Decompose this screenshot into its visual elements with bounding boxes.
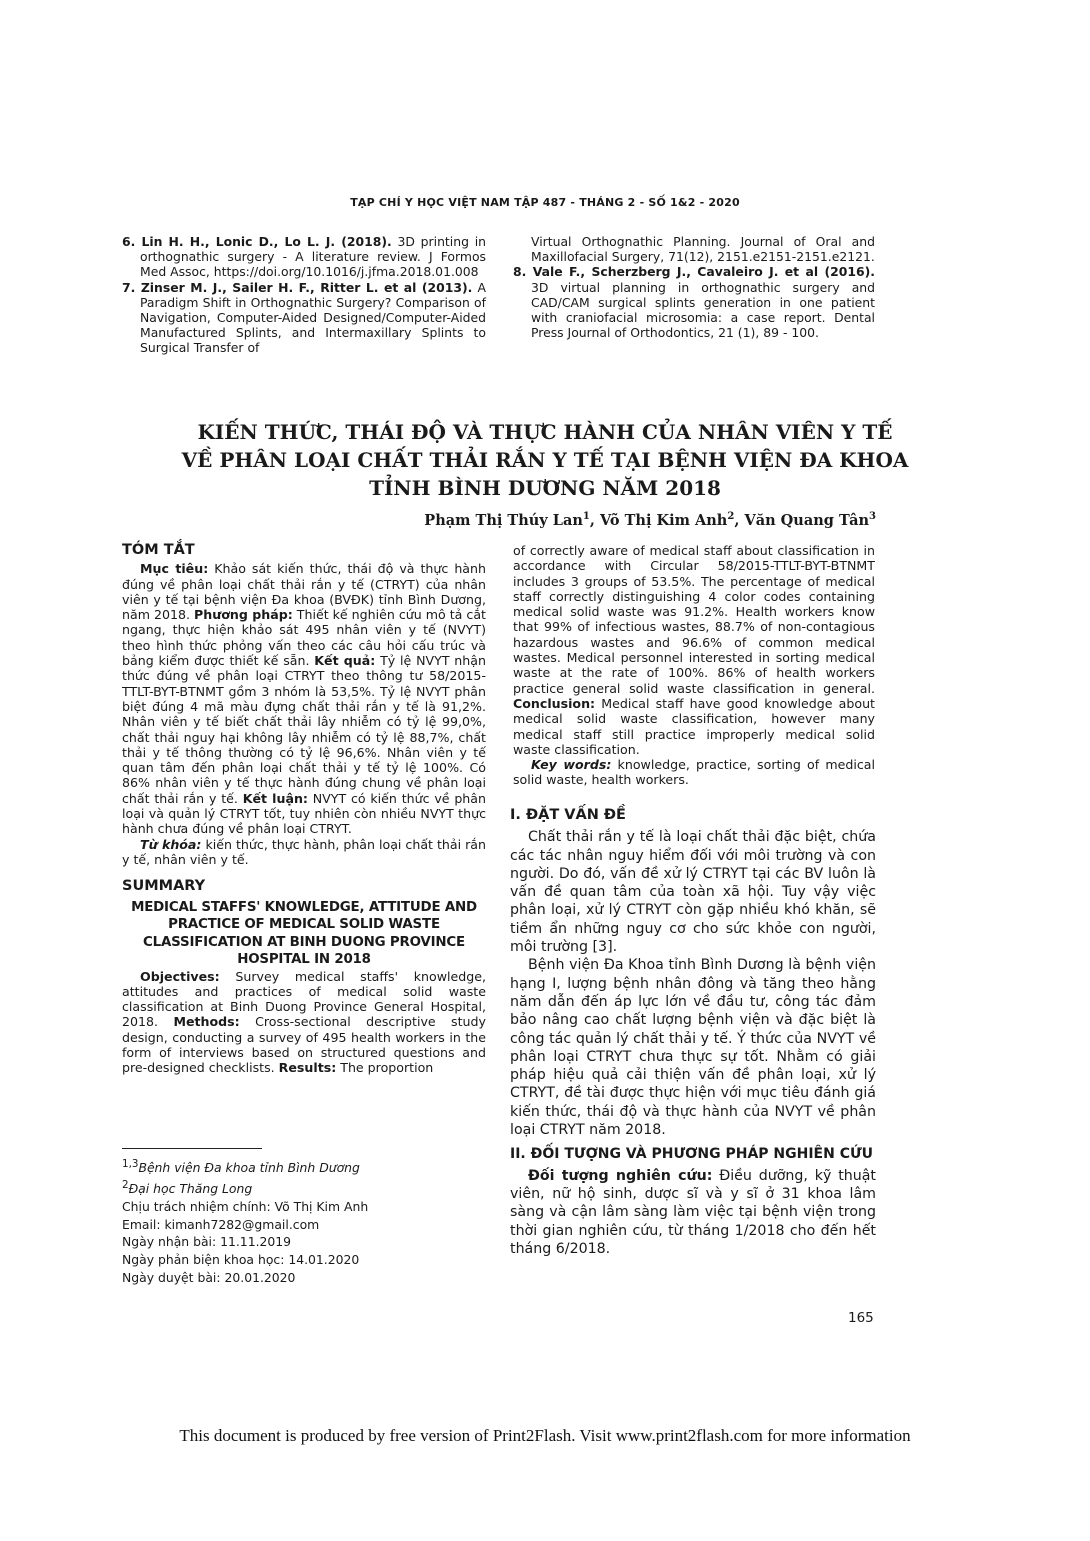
section-2-heading: II. ĐỐI TƯỢNG VÀ PHƯƠNG PHÁP NGHIÊN CỨU xyxy=(510,1146,874,1163)
right-column-body xyxy=(510,806,876,1258)
date-accepted: Ngày duyệt bài: 20.01.2020 xyxy=(122,1270,296,1286)
title-line-2: VỀ PHÂN LOẠI CHẤT THẢI RẮN Y TẾ TẠI BỆNH VIỆN ĐA KHOA xyxy=(181,448,909,472)
title-line-3: TỈNH BÌNH DƯƠNG NĂM 2018 xyxy=(369,476,721,500)
method-label: Phương pháp: xyxy=(194,607,293,623)
result-label: Kết quả: xyxy=(314,653,376,669)
conclusion-text: NVYT có kiến thức về phân loại và quản lý CTRYT tốt, tuy nhiên còn nhiều NVYT thực hành chưa đúng về phân loại CTRYT. xyxy=(122,790,486,837)
right-column-summary xyxy=(513,543,875,788)
section-1-paragraph-2: Bệnh viện Đa Khoa tỉnh Bình Dương là bệnh viện hạng I, lượng bệnh nhân đông và tăng theo hằng năm dẫn đến áp lực lớn về đầu tư, công tác đảm bảo nâng cao chất lượng bệnh viện và đặc biệt là công tác quản lý chất thải y tế. Ý thức của NVYT về phân loại CTRYT chưa thực sự tốt. Nhằm có giải pháp hiệu quả cải thiện vấn đề phân loại, xử lý CTRYT, đề tài được thực hiện với mục tiêu đánh giá kiến thức, thái độ và thực hành của NVYT về phân loại CTRYT năm 2018. xyxy=(510,957,876,1139)
section-1-paragraph-1: Chất thải rắn y tế là loại chất thải đặc biệt, chứa các tác nhân nguy hiểm đối với môi trường và con người. Do đó, vấn đề xử lý CTRYT tại các BV luôn là vấn đề quan tâm của toàn xã hội. Tuy vậy việc phân loại, xử lý CTRYT còn gặp nhiều khó khăn, sẽ tiềm ẩn những nguy cơ cho sức khỏe con người, môi trường [3]. xyxy=(510,829,876,956)
footnotes xyxy=(122,1156,368,1287)
affiliation-1: $^{1,3}$Bệnh viện Đa khoa tỉnh Bình Dương xyxy=(122,1158,360,1176)
reference-6-text: 3D printing in orthognathic surgery - A literature review. J Formos Med Assoc, https://doi.org/10.1016/j.jfma.2018.01.008 xyxy=(140,234,487,280)
author-1-affil: 1 xyxy=(582,511,590,522)
author-2: Võ Thị Kim Anh xyxy=(599,511,728,529)
page-number: 165 xyxy=(848,1310,874,1326)
print2flash-watermark: This document is produced by free version of Print2Flash. Visit www.print2flash.com for more information xyxy=(179,1426,911,1445)
subject-label: Đối tượng nghiên cứu: xyxy=(528,1167,713,1184)
reference-7-text: A Paradigm Shift in Orthognathic Surgery? Comparison of Navigation, Computer-Aided Designed/Computer-Aided Manufactured Splints, and Intermaxillary Splints to Surgical Transfer of xyxy=(140,279,486,356)
author-3: Văn Quang Tân xyxy=(744,511,870,529)
summary-title: MEDICAL STAFFS' KNOWLEDGE, ATTITUDE AND PRACTICE OF MEDICAL SOLID WASTE CLASSIFICATION AT BINH DUONG PROVINCE HOSPITAL IN 2018 xyxy=(131,899,477,968)
summary-conclusion-label: Conclusion: xyxy=(513,695,596,711)
keywords-en-label: Key words: xyxy=(531,757,612,773)
abstract-vi-body xyxy=(122,561,486,836)
reference-7-authors: 7. Zinser M. J., Sailer H. F., Ritter L. et al (2013). xyxy=(122,279,473,295)
reference-8-authors: 8. Vale F., Scherzberg J., Cavaleiro J. et al (2016). xyxy=(513,264,875,280)
reference-7 xyxy=(122,280,486,356)
results-text: The proportion xyxy=(336,1060,434,1076)
summary-heading: SUMMARY xyxy=(122,878,206,895)
conclusion-label: Kết luận: xyxy=(242,790,308,806)
summary-body xyxy=(122,969,486,1076)
author-2-affil: 2 xyxy=(727,511,735,522)
methods-text: Cross-sectional descriptive study design, conducting a survey of 495 health workers in the form of interviews based on structured questions and pre-designed checklists. xyxy=(122,1014,486,1076)
keywords-vi-text: kiến thức, thực hành, phân loại chất thải rắn y tế, nhân viên y tế. xyxy=(122,836,487,867)
author-3-affil: 3 xyxy=(869,511,876,522)
method-text: Thiết kế nghiên cứu mô tả cắt ngang, thực hiện khảo sát 495 nhân viên y tế (NVYT) theo hình thức phỏng vấn theo các câu hỏi cấu trúc và bảng kiểm được thiết kế sẵn. xyxy=(122,607,486,669)
references-left xyxy=(122,234,486,356)
result-text: Tỷ lệ NVYT nhận thức đúng về phân loại CTRYT theo thông tư 58/2015-TTLT-BYT-BTNMT gồm 3 nhóm là 53,5%. Tỷ lệ NVYT phân biệt đúng 4 mã màu đựng chất thải rắn y tế là 91,2%. Nhân viên y tế biết chất thải lây nhiễm có tỷ lệ 99,0%, chất thải nguy hại không lây nhiễm có tỷ lệ 88,7%, chất thải y tế thông thường có tỷ lệ 96,6%. Nhân viên y tế quan tâm đến phân loại chất thải y tế tỷ lệ 100%. Có 86% nhân viên y tế thực hành đúng chung về phân loại chất thải rắn y tế. xyxy=(122,653,486,806)
title-line-1: KIẾN THỨC, THÁI ĐỘ VÀ THỰC HÀNH CỦA NHÂN VIÊN Y TẾ xyxy=(197,420,893,444)
author-1: Phạm Thị Thúy Lan xyxy=(424,511,583,529)
journal-header: TẠP CHÍ Y HỌC VIỆT NAM TẬP 487 - THÁNG 2 - SỐ 1&2 - 2020 xyxy=(350,196,740,209)
left-column xyxy=(122,543,486,1076)
article-title xyxy=(150,418,940,502)
references-right xyxy=(513,234,875,340)
reference-7-continued: Virtual Orthognathic Planning. Journal of Oral and Maxillofacial Surgery, 71(12), 2151.e2151-2151.e2121. xyxy=(531,234,875,265)
keywords-en-text: knowledge, practice, sorting of medical solid waste, health workers. xyxy=(513,757,876,788)
section-2-paragraph-1 xyxy=(510,1167,876,1258)
abstract-vi-heading: TÓM TẮT xyxy=(122,542,195,558)
reference-8-text: 3D virtual planning in orthognathic surgery and CAD/CAM surgical splints generation in one patient with craniofacial microsomia: a case report. Dental Press Journal of Orthodontics, 21 (1), 89 - 100. xyxy=(531,279,875,341)
summary-results-continued: of correctly aware of medical staff about classification in accordance with Circular 58/2015-TTLT-BYT-BTNMT includes 3 groups of 53.5%. The percentage of medical staff correctly distinguishing 4 color codes containing medical solid waste was 91.2%. Health workers know that 99% of infectious wastes, 88.7% of non-contagious hazardous wastes and 96.6% of common medical wastes. Medical personnel interested in sorting medical waste at the rate of 100%. 86% of health workers practice general solid waste classification in general. Conclusion: Medical staff have good knowledge about medical solid waste classification, however many medical staff still practice improperly medical solid waste classification. xyxy=(513,543,875,757)
keywords-en xyxy=(513,757,875,788)
authors: Phạm Thị Thúy Lan$^1$, Võ Thị Kim Anh$^2$, Văn Quang Tân$^3$ xyxy=(424,511,876,529)
reference-6 xyxy=(122,234,486,280)
section-1-heading: I. ĐẶT VẤN ĐỀ xyxy=(510,807,626,823)
keywords-vi-label: Từ khóa: xyxy=(140,836,202,852)
date-reviewed: Ngày phản biện khoa học: 14.01.2020 xyxy=(122,1252,360,1268)
results-label: Results: xyxy=(278,1060,337,1076)
summary-conclusion-text: Medical staff have good knowledge about medical solid waste classification, however many medical staff still practice improperly medical solid waste classification. xyxy=(513,695,875,757)
responsible-author: Chịu trách nhiệm chính: Võ Thị Kim Anh xyxy=(122,1198,369,1214)
objectives-label: Objectives: xyxy=(140,968,220,984)
objective-label: Mục tiêu: xyxy=(140,561,209,577)
objective-text: Khảo sát kiến thức, thái độ và thực hành đúng về phân loại chất thải rắn y tế (CTRYT) của nhân viên y tế tại bệnh viện Đa khoa (BVĐK) tỉnh Bình Dương, năm 2018. xyxy=(122,561,486,623)
date-received: Ngày nhận bài: 11.11.2019 xyxy=(122,1234,292,1250)
keywords-vi xyxy=(122,837,486,868)
contact-email: Email: kimanh7282@gmail.com xyxy=(122,1216,320,1232)
affiliation-2: $^2$Đại học Thăng Long xyxy=(122,1178,253,1197)
reference-8 xyxy=(513,264,875,340)
footnote-rule xyxy=(122,1148,262,1149)
methods-label: Methods: xyxy=(173,1014,240,1030)
reference-6-authors: 6. Lin H. H., Lonic D., Lo L. J. (2018). xyxy=(122,234,392,249)
subject-text: Điều dưỡng, kỹ thuật viên, nữ hộ sinh, dược sĩ và y sĩ ở 31 khoa lâm sàng và cận lâm sàng làm việc tại bệnh viện trong thời gian nghiên cứu, từ tháng 1/2018 cho đến hết tháng 6/2018. xyxy=(510,1167,876,1257)
objectives-text: Survey medical staffs' knowledge, attitudes and practices of medical solid waste classification at Binh Duong Province General Hospital, 2018. xyxy=(122,968,486,1030)
